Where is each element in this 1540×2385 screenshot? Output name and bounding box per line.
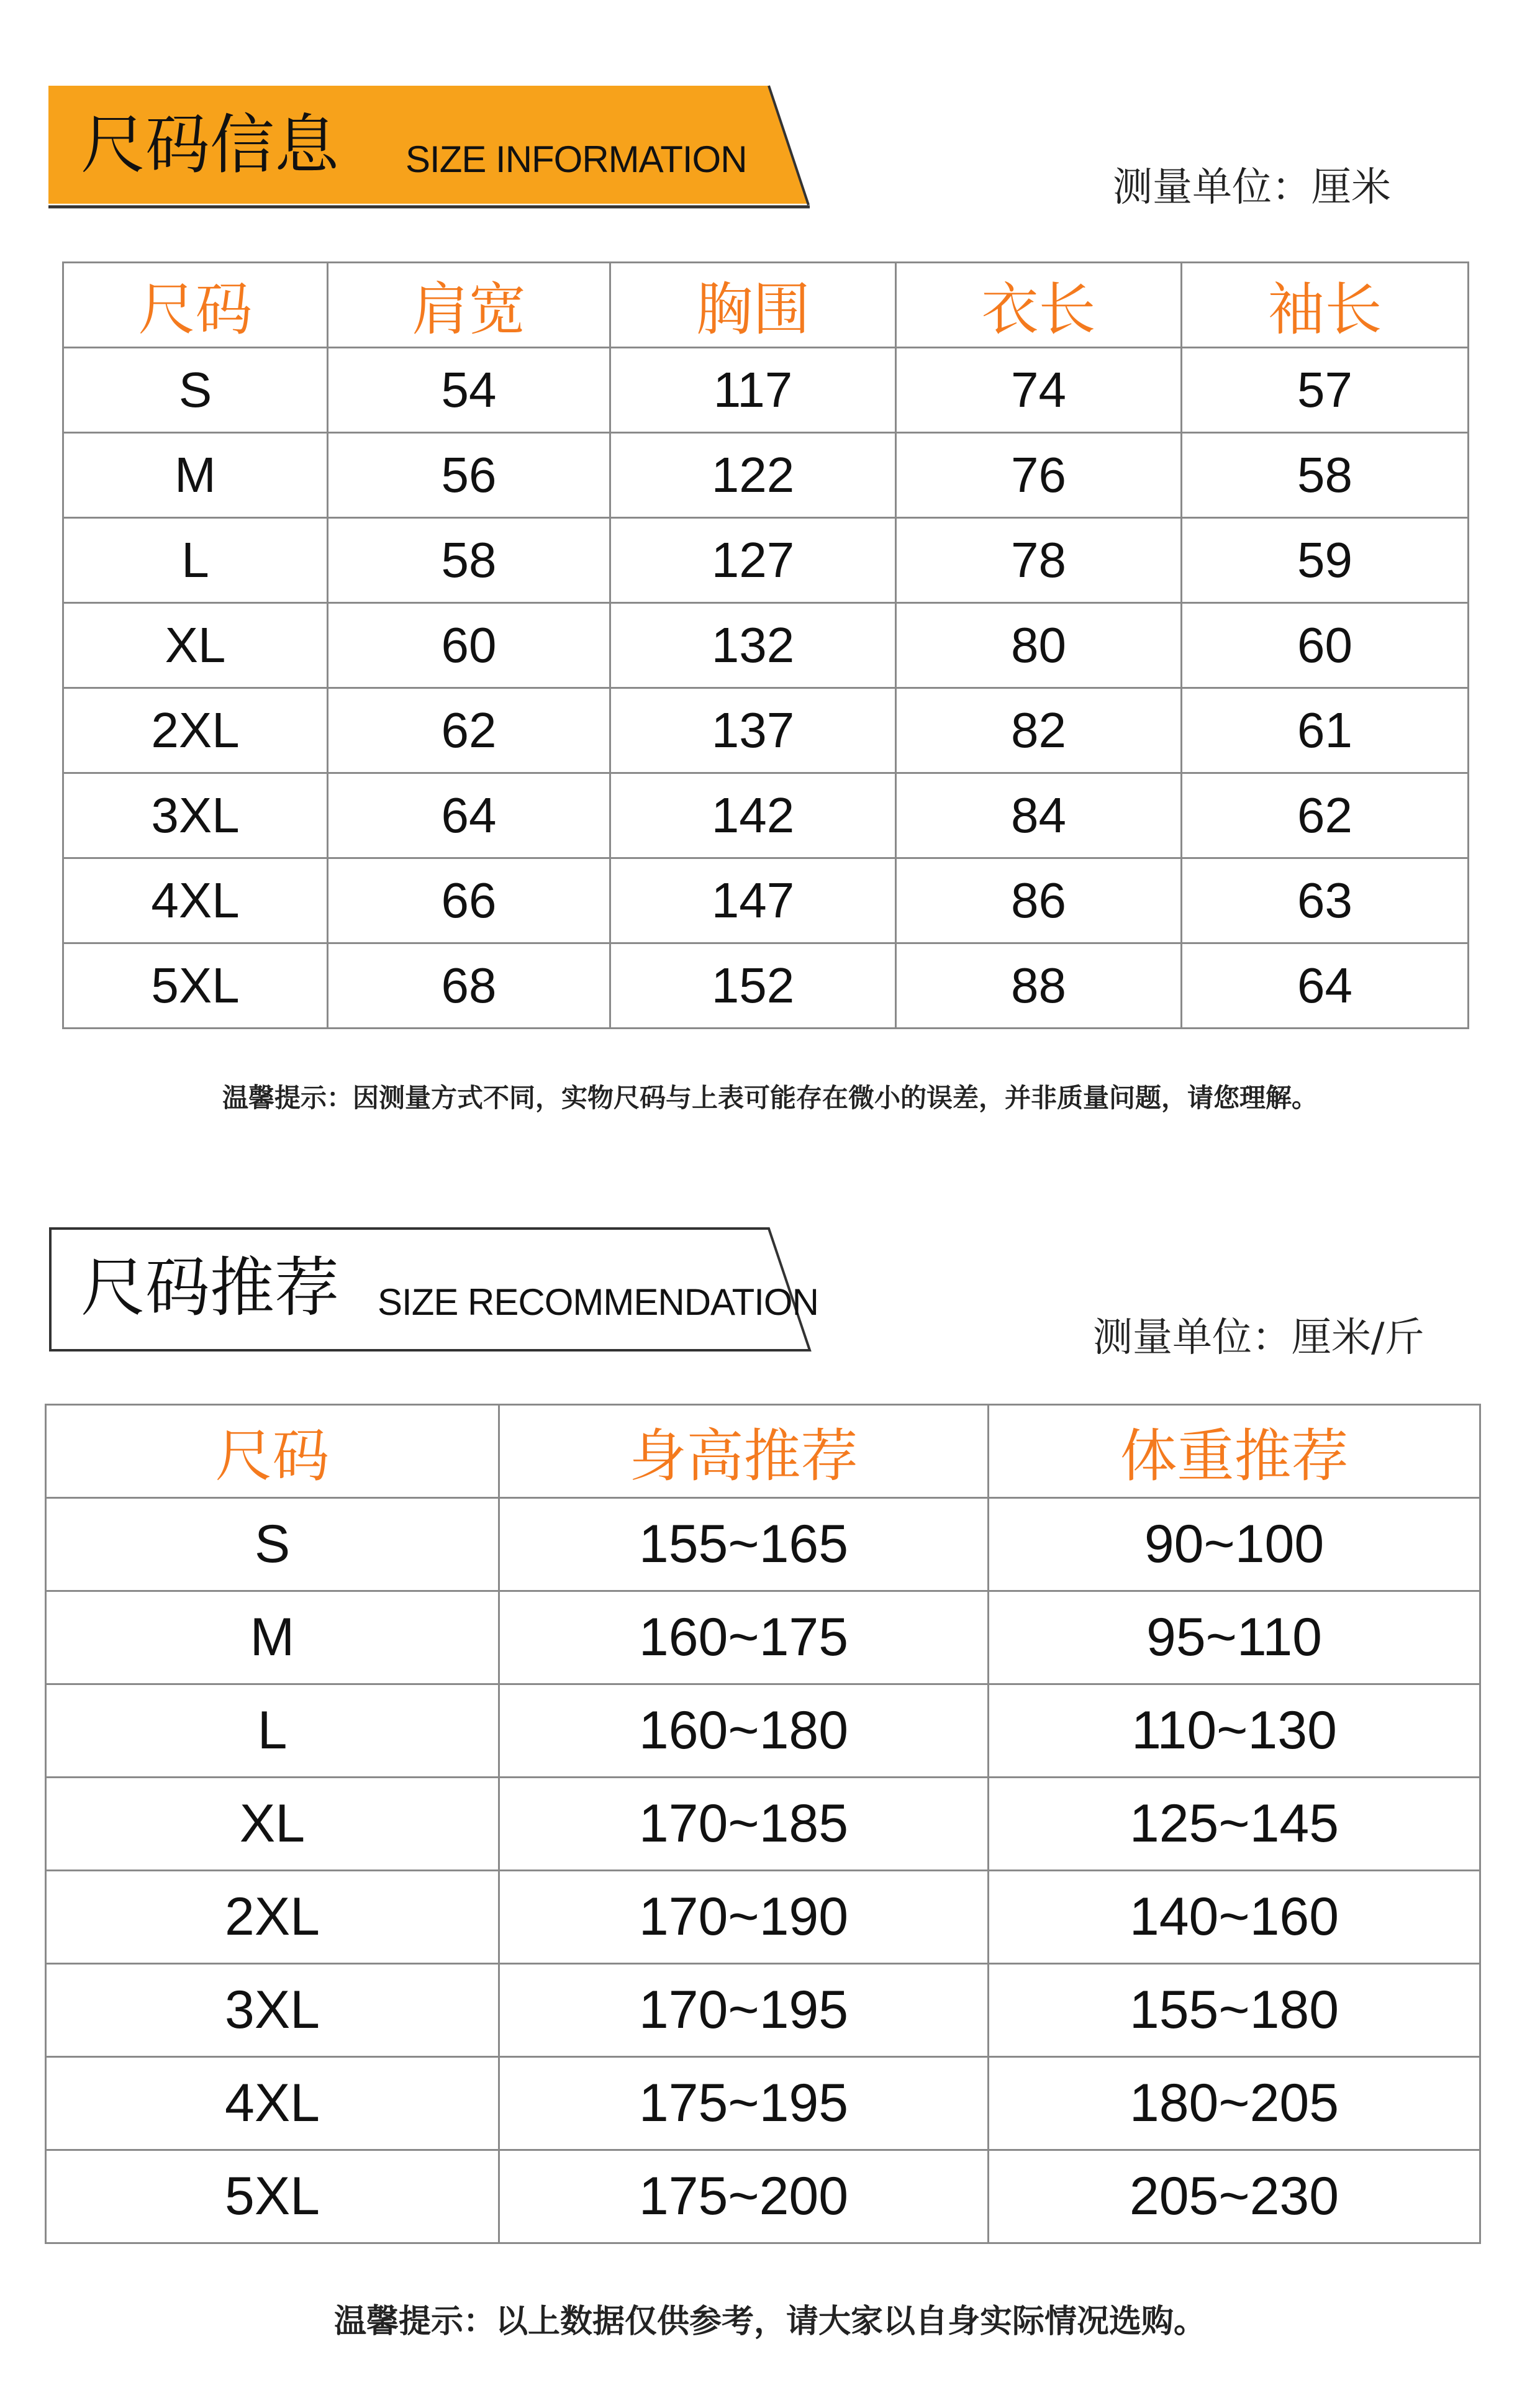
cell-chest: 137 [610,688,896,773]
header-size: 尺码 [63,263,328,348]
cell-sleeve: 58 [1182,433,1469,518]
cell-sleeve: 57 [1182,348,1469,433]
cell-shoulder: 60 [328,603,610,688]
cell-size: 2XL [46,1871,499,1964]
cell-length: 84 [896,773,1182,858]
cell-length: 82 [896,688,1182,773]
header-shoulder: 肩宽 [328,263,610,348]
cell-shoulder: 54 [328,348,610,433]
table-row [46,2150,1480,2243]
cell-weight: 205~230 [989,2150,1480,2243]
table-row [63,943,1469,1029]
table-row [63,348,1469,433]
table-row [63,433,1469,518]
size-info-tip: 温馨提示：因测量方式不同，实物尺码与上表可能存在微小的误差，并非质量问题，请您理解。 [222,1083,1318,1113]
cell-weight: 90~100 [989,1498,1480,1591]
cell-size: 3XL [63,773,328,858]
cell-weight: 125~145 [989,1778,1480,1871]
cell-shoulder: 62 [328,688,610,773]
table-row [63,518,1469,603]
table-row [46,1871,1480,1964]
cell-height: 170~185 [499,1778,989,1871]
cell-shoulder: 58 [328,518,610,603]
size-rec-tip: 温馨提示：以上数据仅供参考，请大家以自身实际情况选购。 [333,2303,1206,2340]
cell-sleeve: 60 [1182,603,1469,688]
cell-chest: 152 [610,943,896,1029]
cell-size: XL [63,603,328,688]
table-row [46,1591,1480,1684]
cell-weight: 180~205 [989,2057,1480,2150]
cell-length: 74 [896,348,1182,433]
table-row [46,1498,1480,1591]
cell-chest: 122 [610,433,896,518]
cell-sleeve: 59 [1182,518,1469,603]
cell-chest: 117 [610,348,896,433]
table-row [46,1778,1480,1871]
table-row [46,1964,1480,2057]
cell-height: 155~165 [499,1498,989,1591]
cell-size: S [46,1498,499,1591]
cell-length: 78 [896,518,1182,603]
size-info-table [62,261,1469,1029]
size-rec-header-row [46,1405,1480,1498]
size-rec-banner [48,1224,831,1354]
cell-shoulder: 64 [328,773,610,858]
size-rec-unit: 测量单位：厘米/斤 [1093,1315,1424,1361]
cell-size: L [46,1684,499,1778]
cell-height: 170~195 [499,1964,989,2057]
size-info-unit: 测量单位：厘米 [1113,165,1391,211]
cell-size: 2XL [63,688,328,773]
cell-sleeve: 62 [1182,773,1469,858]
size-rec-title-en: SIZE RECOMMENDATION [378,1281,818,1323]
table-row [63,603,1469,688]
table-row [46,2057,1480,2150]
size-info-banner [48,81,818,211]
cell-chest: 132 [610,603,896,688]
cell-length: 88 [896,943,1182,1029]
cell-shoulder: 68 [328,943,610,1029]
cell-length: 80 [896,603,1182,688]
cell-size: 5XL [63,943,328,1029]
cell-chest: 142 [610,773,896,858]
header-height: 身高推荐 [499,1405,989,1498]
header-sleeve: 袖长 [1182,263,1469,348]
cell-chest: 147 [610,858,896,943]
header-size: 尺码 [46,1405,499,1498]
header-chest: 胸围 [610,263,896,348]
table-row [63,773,1469,858]
table-row [46,1684,1480,1778]
table-row [63,688,1469,773]
cell-sleeve: 63 [1182,858,1469,943]
cell-size: 4XL [46,2057,499,2150]
size-info-header-row [63,263,1469,348]
cell-height: 175~195 [499,2057,989,2150]
header-length: 衣长 [896,263,1182,348]
cell-size: 3XL [46,1964,499,2057]
cell-size: XL [46,1778,499,1871]
cell-sleeve: 64 [1182,943,1469,1029]
cell-size: M [46,1591,499,1684]
cell-weight: 95~110 [989,1591,1480,1684]
cell-height: 175~200 [499,2150,989,2243]
cell-weight: 110~130 [989,1684,1480,1778]
cell-height: 160~180 [499,1684,989,1778]
size-info-title-en: SIZE INFORMATION [405,139,747,180]
cell-length: 86 [896,858,1182,943]
cell-weight: 155~180 [989,1964,1480,2057]
cell-chest: 127 [610,518,896,603]
cell-shoulder: 66 [328,858,610,943]
cell-weight: 140~160 [989,1871,1480,1964]
header-weight: 体重推荐 [989,1405,1480,1498]
cell-height: 160~175 [499,1591,989,1684]
cell-height: 170~190 [499,1871,989,1964]
size-info-title: 尺码信息 [81,107,340,183]
cell-size: 4XL [63,858,328,943]
cell-size: S [63,348,328,433]
cell-shoulder: 56 [328,433,610,518]
cell-size: 5XL [46,2150,499,2243]
cell-length: 76 [896,433,1182,518]
size-rec-table [45,1404,1481,2244]
cell-size: M [63,433,328,518]
table-row [63,858,1469,943]
cell-size: L [63,518,328,603]
cell-sleeve: 61 [1182,688,1469,773]
size-rec-title: 尺码推荐 [81,1250,340,1325]
